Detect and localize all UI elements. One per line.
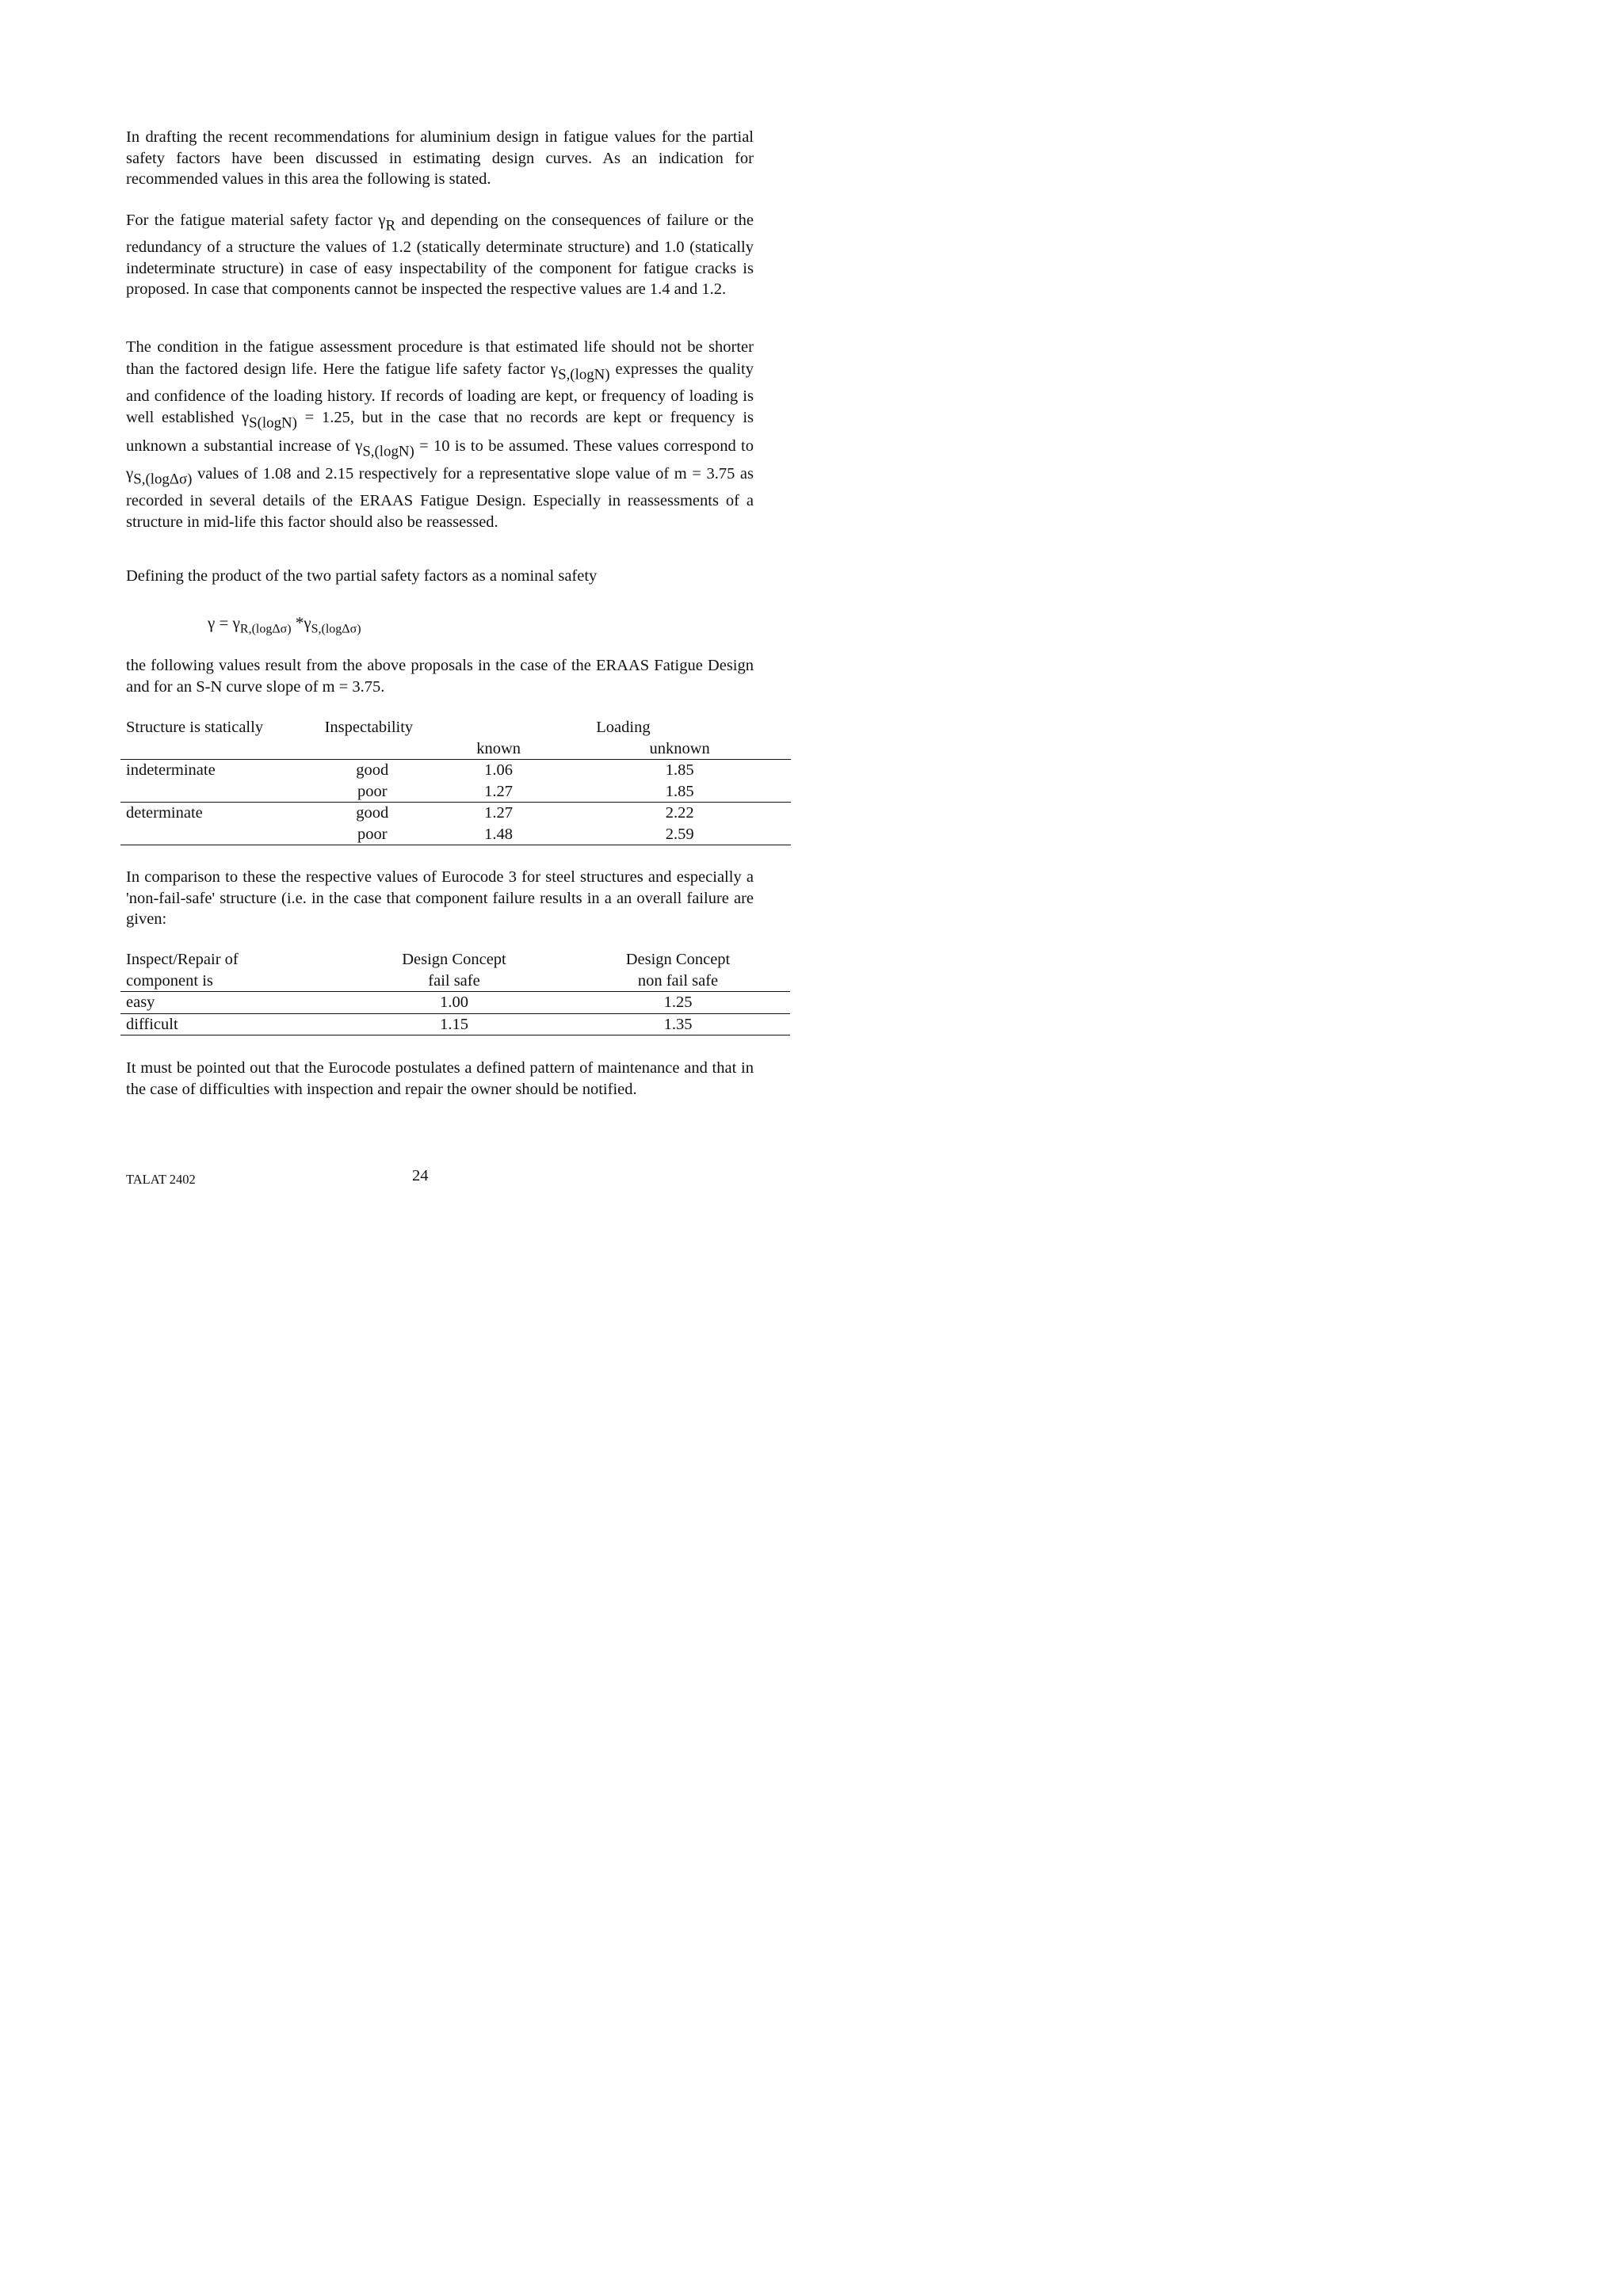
header-structure: Structure is statically — [126, 719, 264, 736]
paragraph-material-safety-factor: For the fatigue material safety factor γR and depending on the consequences of failure or the redundancy of a structure the values of 1.2 (statically determinate structure) and 1.0 (statically indeterminate structure) in case of easy inspectability of the component for fatigue cracks is proposed. In case that components cannot be inspected the respective values are 1.4 and 1.2. — [126, 210, 754, 299]
paragraph-eurocode-comparison: In comparison to these the respective values of Eurocode 3 for steel structures and especially a 'non-fail-safe' structure (i.e. in the case that component failure results in a an overall failure are given: — [126, 868, 754, 929]
paragraph-life-safety-factor: The condition in the fatigue assessment procedure is that estimated life should not be shorter than the factored design life. Here the fatigue life safety factor γS,(logN) expresses the quality and confidence of the loading history. If records of loading are kept, or frequency of loading is well established γS(logN) = 1.25, but in the case that no records are kept or frequency is unknown a substantial increase of γS,(logN) = 10 is to be assumed. These values correspond to γS,(logΔσ) values of 1.08 and 2.15 respectively for a representative slope value of m = 3.75 as recorded in several details of the ERAAS Fatigue Design. Especially in reassessments of a structure in mid-life this factor should also be reassessed. — [126, 338, 754, 531]
table-row: poor 1.48 2.59 — [120, 824, 791, 845]
header-known: known — [476, 739, 521, 757]
document-page — [0, 0, 872, 1233]
table-row: easy 1.00 1.25 — [120, 992, 790, 1014]
page-number: 24 — [412, 1167, 429, 1184]
header-inspectability: Inspectability — [324, 719, 414, 736]
paragraph-following-values: the following values result from the above proposals in the case of the ERAAS Fatigue Design and for an S-N curve slope of m = 3.75. — [126, 657, 754, 696]
table-row: determinate good 1.27 2.22 — [120, 803, 791, 824]
header-unknown: unknown — [649, 739, 710, 757]
paragraph-intro: In drafting the recent recommendations for aluminium design in fatigue values for the partial safety factors have been discussed in estimating design curves. As an indication for recommended values in this area the following is stated. — [126, 128, 754, 189]
paragraph-nominal-safety: Defining the product of the two partial safety factors as a nominal safety — [126, 567, 598, 585]
header-loading: Loading — [596, 719, 651, 736]
gamma-symbol: γ — [378, 210, 386, 229]
table-row: indeterminate good 1.06 1.85 — [120, 760, 791, 781]
table-row: difficult 1.15 1.35 — [120, 1013, 790, 1035]
paragraph-closing: It must be pointed out that the Eurocode postulates a defined pattern of maintenance and that in the case of difficulties with inspection and repair the owner should be notified. — [126, 1059, 754, 1098]
formula-nominal-safety: $\gamma = \gamma_{R,(log\Delta\sigma)}$ $*\gamma_{S,(log\Delta\sigma)}$ — [208, 613, 361, 636]
safety-factor-table — [120, 717, 791, 845]
footer-doc-id: TALAT 2402 — [126, 1172, 196, 1187]
eurocode-table: Inspect/Repair of Design Concept Design Concept component is fail safe non fail safe easy 1.00 1.25 difficult 1.15 1.35 — [120, 949, 790, 1035]
table-row: poor 1.27 1.85 — [357, 782, 694, 800]
